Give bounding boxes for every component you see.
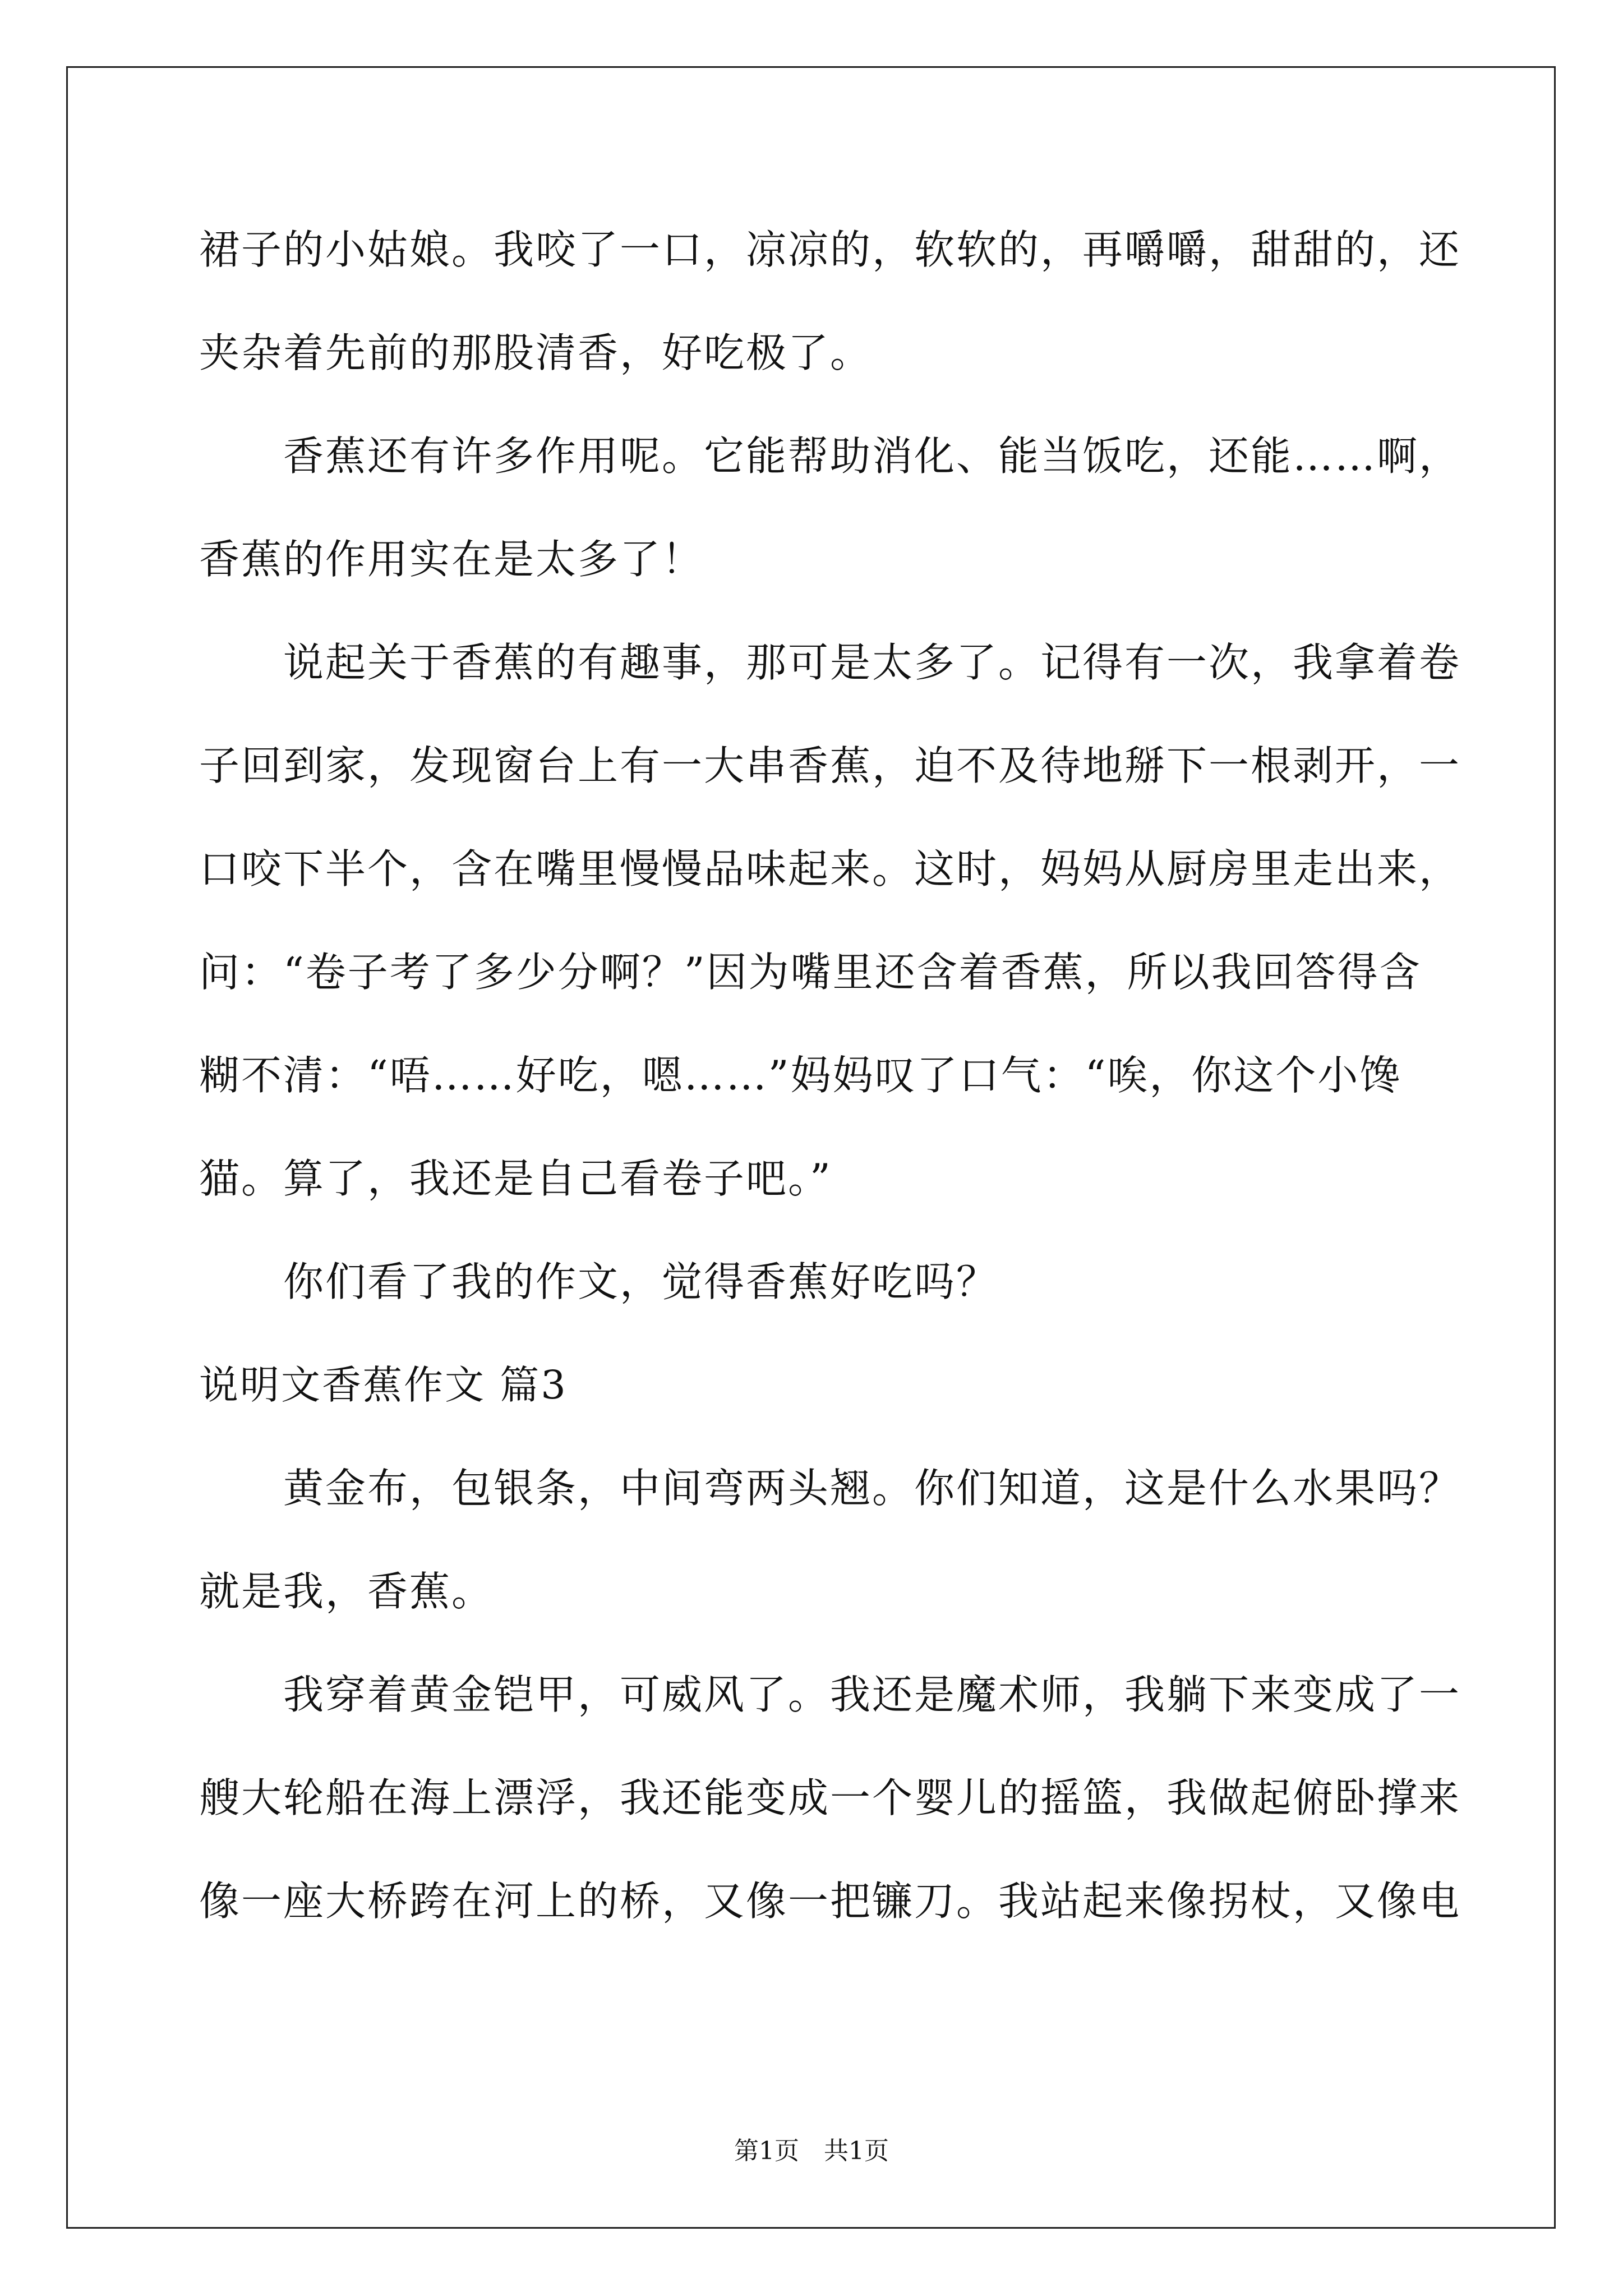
text-line: 艘大轮船在海上漂浮，我还能变成一个婴儿的摇篮，我做起俯卧撑来 [199,1774,1461,1821]
section-heading: 说明文香蕉作文 篇3 [199,1362,568,1408]
text-line: 香蕉的作用实在是太多了！ [199,536,704,583]
text-line: 问：“卷子考了多少分啊？”因为嘴里还含着香蕉，所以我回答得含 [199,949,1422,996]
text-line: 就是我，香蕉。 [199,1568,494,1615]
paragraph-start: 说起关于香蕉的有趣事，那可是太多了。记得有一次，我拿着卷 [283,639,1461,686]
document-body [199,216,1461,1971]
text-line: 猫。算了，我还是自己看卷子吧。” [199,1155,832,1202]
paragraph-start: 我穿着黄金铠甲，可威风了。我还是魔术师，我躺下来变成了一 [283,1671,1461,1718]
text-line: 子回到家，发现窗台上有一大串香蕉，迫不及待地掰下一根剥开，一 [199,742,1461,789]
text-line: 裙子的小姑娘。我咬了一口，凉凉的，软软的，再嚼嚼，甜甜的，还 [199,226,1461,273]
text-line: 口咬下半个，含在嘴里慢慢品味起来。这时，妈妈从厨房里走出来， [199,845,1461,892]
paragraph-start: 黄金布，包银条，中间弯两头翘。你们知道，这是什么水果吗？ [283,1465,1461,1512]
paragraph-start: 你们看了我的作文，觉得香蕉好吃吗？ [283,1258,999,1305]
text-line: 夹杂着先前的那股清香，好吃极了。 [199,329,873,376]
text-line: 像一座大桥跨在河上的桥，又像一把镰刀。我站起来像拐杖，又像电 [199,1878,1461,1925]
paragraph-start: 香蕉还有许多作用呢。它能帮助消化、能当饭吃，还能……啊， [283,432,1461,480]
page-footer: 第1页 共1页 [734,2137,889,2165]
text-line: 糊不清：“唔……好吃，嗯……”妈妈叹了口气：“唉，你这个小馋 [199,1052,1402,1099]
